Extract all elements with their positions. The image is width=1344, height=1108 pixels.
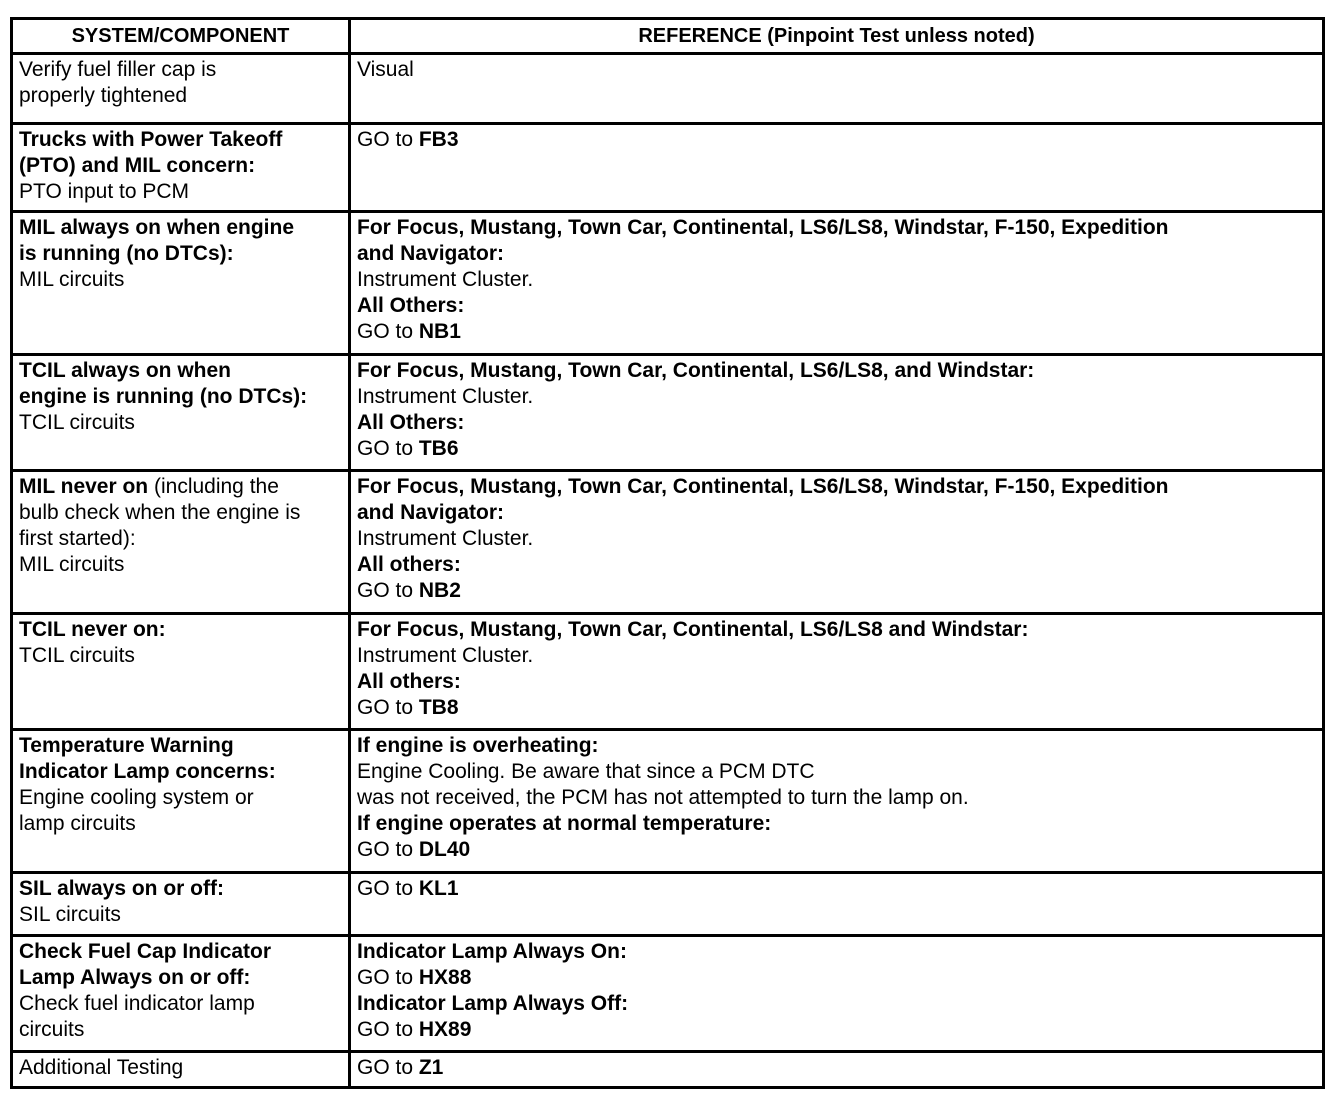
- reference-text: Instrument Cluster.: [357, 268, 534, 291]
- system-heading: SIL always on or off:: [19, 877, 224, 900]
- reference-text: Instrument Cluster.: [357, 385, 534, 408]
- goto-line: [357, 876, 1316, 902]
- goto-prefix: GO to: [357, 128, 419, 151]
- reference-text: Engine Cooling. Be aware that since a PCM DTC: [357, 760, 815, 783]
- system-cell: [12, 730, 350, 873]
- reference-text: was not received, the PCM has not attempted to turn the lamp on.: [357, 786, 969, 809]
- goto-code: NB2: [418, 579, 461, 602]
- reference-table: [10, 17, 1325, 1089]
- goto-code: TB8: [418, 696, 459, 719]
- system-cell: [12, 873, 350, 936]
- system-text: TCIL circuits: [19, 644, 135, 667]
- table-row: [12, 212, 1324, 355]
- goto-line: [357, 695, 1316, 721]
- system-text: Engine cooling system or: [19, 786, 254, 809]
- goto-prefix: GO to: [357, 320, 419, 343]
- system-cell: [12, 355, 350, 471]
- reference-text: Instrument Cluster.: [357, 644, 534, 667]
- header-reference: REFERENCE (Pinpoint Test unless noted): [350, 19, 1324, 54]
- reference-text: Instrument Cluster.: [357, 527, 534, 550]
- goto-code: KL1: [418, 877, 459, 900]
- system-heading: Lamp Always on or off:: [19, 966, 251, 989]
- system-text: Verify fuel filler cap is: [19, 58, 217, 81]
- reference-heading: For Focus, Mustang, Town Car, Continental, LS6/LS8, Windstar, F-150, Expedition: [357, 216, 1169, 239]
- system-heading: MIL never on: [19, 475, 149, 498]
- reference-heading: and Navigator:: [357, 501, 505, 524]
- reference-heading: All Others:: [357, 294, 465, 317]
- reference-heading: All others:: [357, 670, 461, 693]
- header-row: [12, 19, 1324, 54]
- header-system-component: SYSTEM/COMPONENT: [12, 19, 350, 54]
- reference-cell: [350, 355, 1324, 471]
- goto-line: [357, 1055, 1316, 1081]
- table-row: [12, 730, 1324, 873]
- system-cell: [12, 471, 350, 614]
- goto-prefix: GO to: [357, 877, 419, 900]
- goto-code: HX88: [418, 966, 472, 989]
- system-cell: [12, 1052, 350, 1088]
- goto-line: [357, 578, 1316, 604]
- system-cell: [12, 54, 350, 124]
- system-text: Check fuel indicator lamp: [19, 992, 255, 1015]
- goto-prefix: GO to: [357, 966, 419, 989]
- system-text: circuits: [19, 1018, 85, 1041]
- goto-code: HX89: [418, 1018, 472, 1041]
- goto-code: Z1: [418, 1056, 444, 1079]
- system-text: Additional Testing: [19, 1056, 184, 1079]
- table-row: [12, 936, 1324, 1052]
- system-cell: [12, 614, 350, 730]
- reference-cell: [350, 212, 1324, 355]
- system-text: PTO input to PCM: [19, 180, 190, 203]
- goto-code: FB3: [418, 128, 459, 151]
- reference-heading: For Focus, Mustang, Town Car, Continental, LS6/LS8 and Windstar:: [357, 618, 1029, 641]
- reference-cell: [350, 124, 1324, 212]
- table-row: [12, 873, 1324, 936]
- system-text: TCIL circuits: [19, 411, 135, 434]
- system-heading: TCIL never on:: [19, 618, 166, 641]
- table-row: [12, 124, 1324, 212]
- system-heading: engine is running (no DTCs):: [19, 385, 308, 408]
- table-row: [12, 355, 1324, 471]
- reference-cell: [350, 730, 1324, 873]
- goto-line: [357, 319, 1316, 345]
- table-row: [12, 54, 1324, 124]
- system-text: MIL circuits: [19, 268, 125, 291]
- reference-heading: Indicator Lamp Always On:: [357, 940, 627, 963]
- system-heading: TCIL always on when: [19, 359, 231, 382]
- reference-text: Visual: [357, 58, 414, 81]
- goto-code: NB1: [418, 320, 461, 343]
- reference-cell: [350, 936, 1324, 1052]
- goto-line: [357, 1017, 1316, 1043]
- reference-cell: [350, 614, 1324, 730]
- reference-cell: [350, 873, 1324, 936]
- goto-code: TB6: [418, 437, 459, 460]
- reference-cell: [350, 54, 1324, 124]
- system-heading: is running (no DTCs):: [19, 242, 234, 265]
- reference-heading: Indicator Lamp Always Off:: [357, 992, 629, 1015]
- system-text: first started):: [19, 527, 136, 550]
- goto-line: [357, 436, 1316, 462]
- system-text: MIL circuits: [19, 553, 125, 576]
- goto-line: [357, 965, 1316, 991]
- system-text: SIL circuits: [19, 903, 121, 926]
- system-text: bulb check when the engine is: [19, 501, 301, 524]
- goto-line: [357, 837, 1316, 863]
- reference-heading: and Navigator:: [357, 242, 505, 265]
- reference-heading: All others:: [357, 553, 461, 576]
- system-cell: [12, 212, 350, 355]
- system-text: lamp circuits: [19, 812, 136, 835]
- system-cell: [12, 124, 350, 212]
- system-heading-line: [19, 474, 342, 500]
- goto-prefix: GO to: [357, 1018, 419, 1041]
- reference-heading: All Others:: [357, 411, 465, 434]
- system-heading: Trucks with Power Takeoff: [19, 128, 283, 151]
- reference-heading: For Focus, Mustang, Town Car, Continental, LS6/LS8, Windstar, F-150, Expedition: [357, 475, 1169, 498]
- system-heading: Indicator Lamp concerns:: [19, 760, 276, 783]
- goto-prefix: GO to: [357, 579, 419, 602]
- reference-heading: If engine operates at normal temperature:: [357, 812, 772, 835]
- table-row: [12, 471, 1324, 614]
- reference-heading: For Focus, Mustang, Town Car, Continental, LS6/LS8, and Windstar:: [357, 359, 1035, 382]
- goto-prefix: GO to: [357, 1056, 419, 1079]
- goto-prefix: GO to: [357, 838, 419, 861]
- reference-cell: [350, 1052, 1324, 1088]
- goto-code: DL40: [418, 838, 471, 861]
- goto-prefix: GO to: [357, 437, 419, 460]
- table-row: [12, 1052, 1324, 1088]
- system-heading: MIL always on when engine: [19, 216, 294, 239]
- system-text: (including the: [148, 475, 279, 498]
- goto-line: [357, 127, 1316, 153]
- reference-cell: [350, 471, 1324, 614]
- system-heading: Temperature Warning: [19, 734, 234, 757]
- reference-heading: If engine is overheating:: [357, 734, 599, 757]
- system-text: properly tightened: [19, 84, 188, 107]
- goto-prefix: GO to: [357, 696, 419, 719]
- system-cell: [12, 936, 350, 1052]
- system-heading: (PTO) and MIL concern:: [19, 154, 256, 177]
- table-row: [12, 614, 1324, 730]
- system-heading: Check Fuel Cap Indicator: [19, 940, 272, 963]
